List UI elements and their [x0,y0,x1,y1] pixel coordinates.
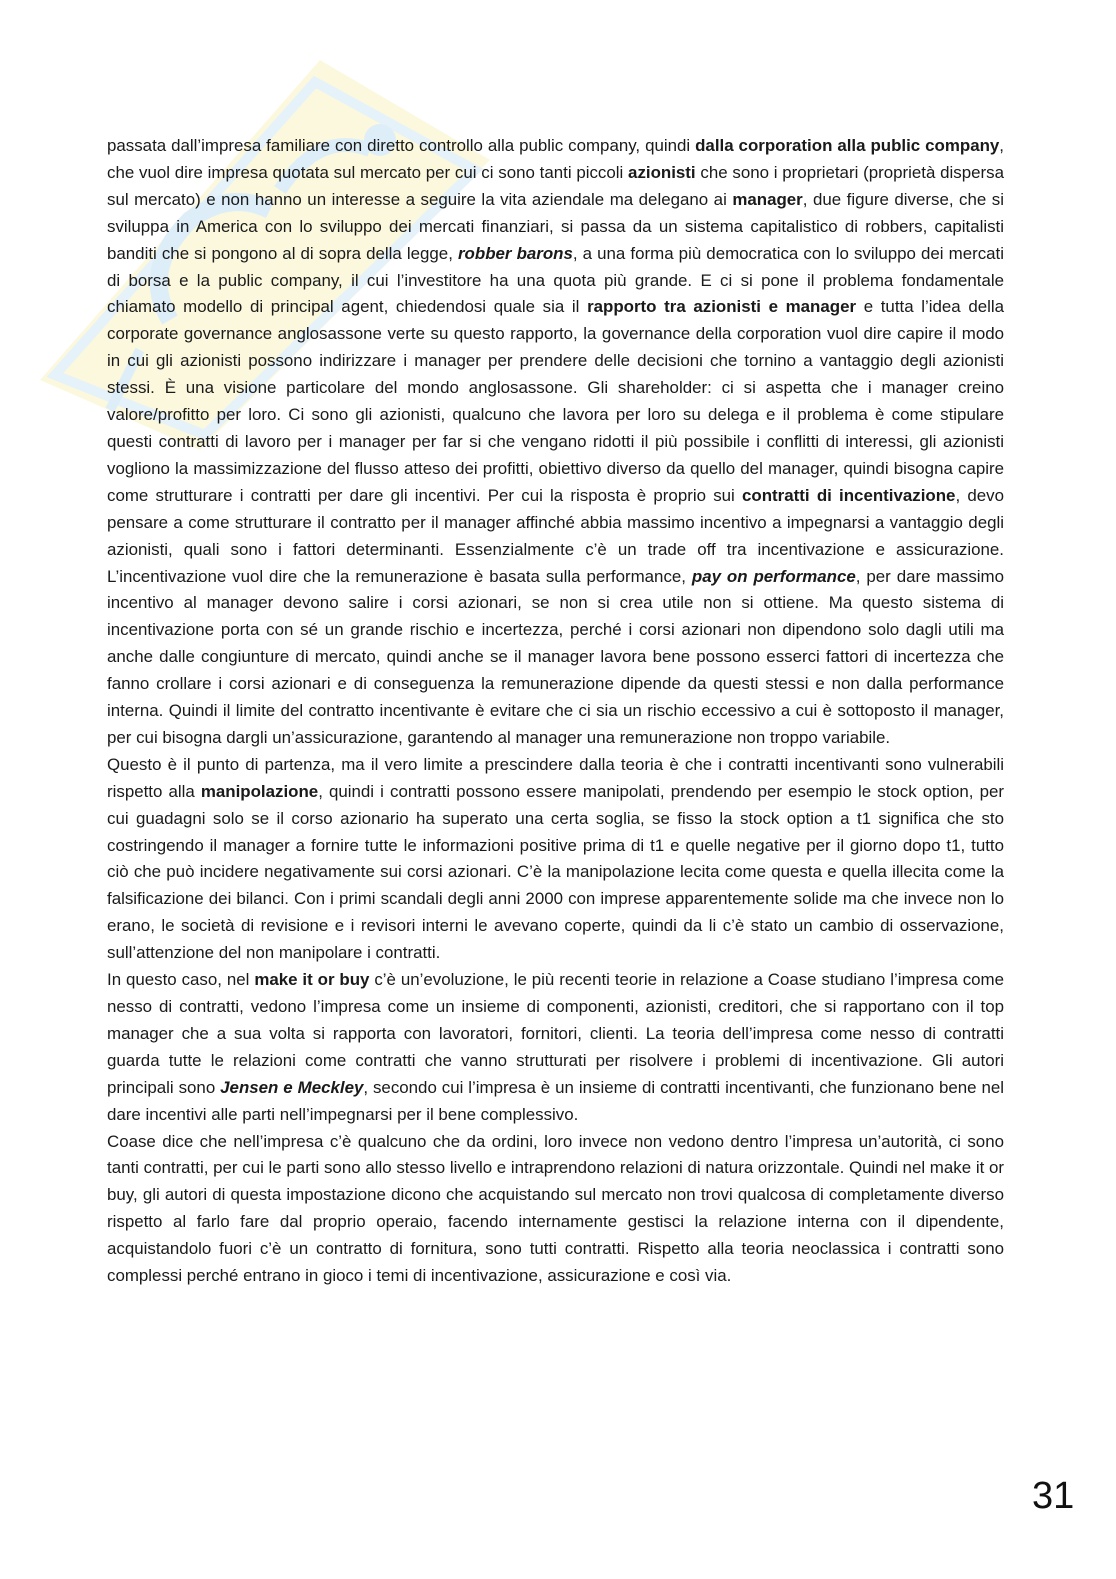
paragraph [107,1129,1004,1290]
text-run: , secondo cui l’impresa è un insieme di contratti incentivanti, che funzionano bene nel dare incentivi alle parti nell’impegnarsi per il bene complessivo. [107,1077,1004,1124]
paragraph [107,967,1004,1128]
paragraph [107,752,1004,967]
bold-run: contratti di incentivazione [742,485,956,505]
emphasis-text: robber barons [457,243,573,263]
text-run: , devo pensare a come strutturare il contratto per il manager affinché abbia massimo incentivo a impegnarsi a vantaggio degli azionisti, quali sono i fattori determinanti. Essenzialmente c’è un trade off tra incentivazione e assicurazione. L’incentivazione vuol dire che la remunerazione è basata sulla performance, [107,485,1004,586]
document-body [107,133,1004,1290]
text-run: che sono i proprietari (proprietà dispersa sul mercato) e non hanno un interesse a seguire la vita aziendale ma delegano ai [107,162,1004,209]
bold-run: azionisti [628,162,696,182]
bold-run: rapporto tra azionisti e manager [587,297,857,317]
bold-run: manipolazione [200,781,319,801]
bold-italic-run [458,244,573,263]
bold-italic-run [692,567,856,586]
text-run: Coase dice che nell’impresa c’è qualcuno che da ordini, loro invece non vedono dentro l’impresa un’autorità, ci sono tanti contratti, per cui le parti sono allo stesso livello e intraprendono relazioni di natura orizzontale. Quindi nel make it or buy, gli autori di questa impostazione dicono che acquistando sul mercato non trovi qualcosa di completamente diverso rispetto al farlo fare dal proprio operaio, facendo internamente gestisci la relazione interna con il dipendente, acquistandolo fuori c’è un contratto di fornitura, sono tutti contratti. Rispetto alla teoria neoclassica i contratti sono complessi perché entrano in gioco i temi di incentivazione, assicurazione e così via. [107,1131,1004,1286]
text-run: , a una forma più democratica con lo sviluppo dei mercati di borsa e la public company, il cui l’investitore ha una quota più grande. E ci si pone il problema fondamentale chiamato modello di principal agent, chiedendosi quale sia il [107,243,1004,317]
paragraph [107,133,1004,752]
text-run: In questo caso, nel [107,970,255,990]
text-run: , due figure diverse, che si sviluppa in America con lo sviluppo dei mercati finanziari, si passa da un sistema capitalistico di robbers, capitalisti banditi che si pongono al di sopra della legge, [107,189,1004,263]
bold-italic-run [220,1078,363,1097]
emphasis-text: pay on performance [691,566,856,586]
text-run: , che vuol dire impresa quotata sul mercato per cui ci sono tanti piccoli [107,136,1004,182]
page-number: 31 [1032,1475,1075,1517]
text-run: c’è un’evoluzione, le più recenti teorie in relazione a Coase studiano l’impresa come nesso di contratti, vedono l’impresa come un insieme di componenti, azionisti, creditori, che si rapportano con il top manager che a sua volta si rapporta con lavoratori, fornitori, clienti. La teoria dell’impresa come nesso di contratti guarda tutte le relazioni come contratti che vanno strutturati per risolvere i problemi di incentivazione. Gli autori principali sono [107,970,1005,1097]
emphasis-text: Jensen e Meckley [220,1077,364,1097]
text-run: , quindi i contratti possono essere manipolati, prendendo per esempio le stock option, per cui guadagni solo se il corso azionario ha superato una certa soglia, se fisso la stock option a t1 significa che sto costringendo il manager a fornire tutte le informazioni positive prima di t1 e quelle negative per il giorno dopo t1, tutto ciò che può incidere negativamente sui corsi azionari. C’è la manipolazione lecita come questa e quella illecita come la falsificazione dei bilanci. Con i primi scandali degli anni 2000 con imprese apparentemente solide ma che invece non lo erano, le società di revisione e i revisori interni le avevano coperte, quindi da li c’è stato un cambio di osservazione, sull’attenzione del non manipolare i contratti. [107,781,1004,963]
text-run: , per dare massimo incentivo al manager devono salire i corsi azionari, se non si crea utile non si ottiene. Ma questo sistema di incentivazione porta con sé un grande rischio e incertezza, perché i corsi azionari non dipendono solo dagli utili ma anche dalle congiunture di mercato, quindi anche se il manager lavora bene possono esserci fattori di incertezza che fanno crollare i corsi azionari e di conseguenza la remunerazione dipende da questi stessi e non dalla performance interna. Quindi il limite del contratto incentivante è evitare che ci sia un rischio eccessivo a cui è sottoposto il manager, per cui bisogna dargli un’assicurazione, garantendo al manager una remunerazione non troppo variabile. [107,566,1004,747]
bold-run: manager [732,189,803,209]
text-run: Questo è il punto di partenza, ma il vero limite a prescindere dalla teoria è che i contratti incentivanti sono vulnerabili rispetto alla [107,754,1004,801]
text-run: e tutta l’idea della corporate governance anglosassone verte su questo rapporto, la governance della corporation vuol dire capire il modo in cui gli azionisti possono indirizzare i manager per prendere delle decisioni che tornino a vantaggio degli azionisti stessi. È una visione particolare del mondo anglosassone. Gli shareholder: ci si aspetta che i manager creino valore/profitto per loro. Ci sono gli azionisti, qualcuno che lavora per loro su delega e il problema è come stipulare questi contratti di lavoro per i manager per far si che vengano ridotti il più possibile i conflitti di interessi, gli azionisti vogliono la massimizzazione del flusso atteso dei profitti, obiettivo diverso da quello del manager, quindi bisogna capire come strutturare i contratti per dare gli incentivi. Per cui la risposta è proprio sui [107,297,1005,505]
text-run: passata dall’impresa familiare con diretto controllo alla public company, quindi [107,136,696,155]
bold-run: dalla corporation alla public company [695,136,1000,155]
bold-run: make it or buy [254,970,370,990]
